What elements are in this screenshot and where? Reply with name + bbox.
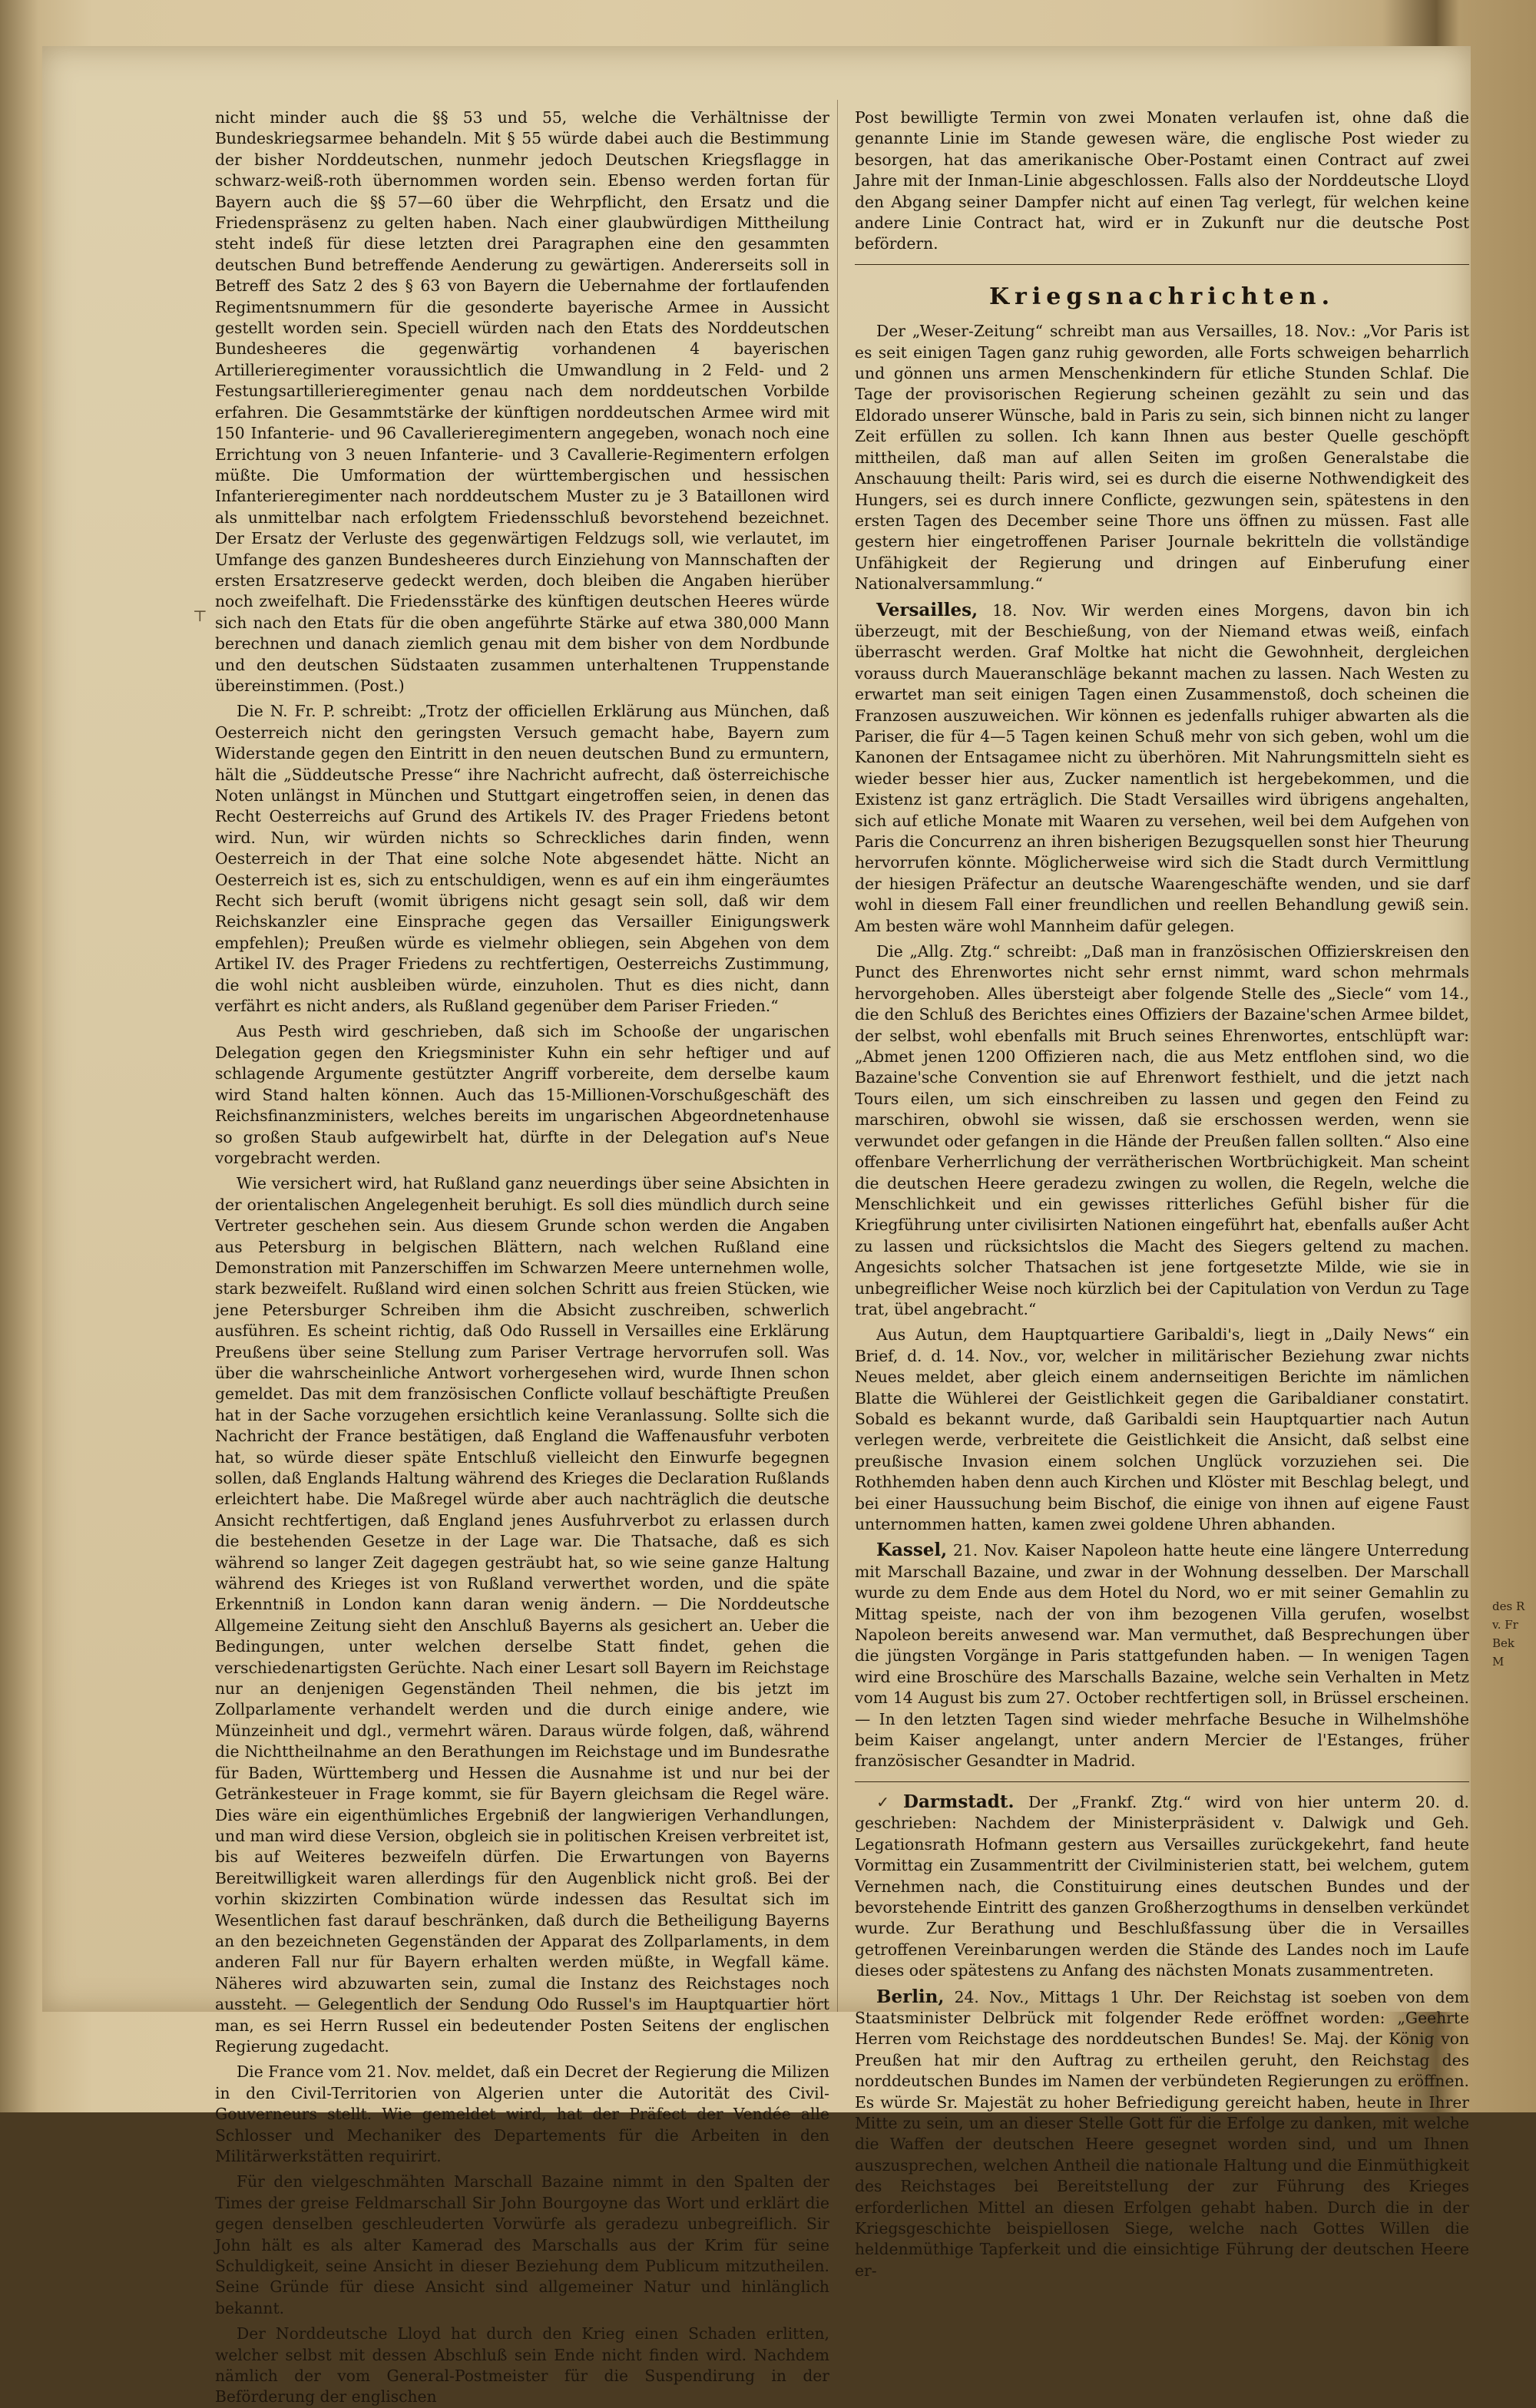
news-paragraph-berlin xyxy=(855,1986,1469,2282)
left-paragraph-3: Aus Pesth wird geschrieben, daß sich im Schooße der ungarischen Delegation gegen den Kriegsminister Kuhn ein sehr heftiger und auf schlagende Argumente gestützter Angriff vorbereite, dem derselbe kaum wird Stand halten können. Auch das 15-Millionen-Vorschußgeschäft des Reichsfinanzministers, welches bereits im ungarischen Abgeordnetenhause so großen Staub aufgewirbelt hat, dürfte in der Delegation auf's Neue vorgebracht werden. xyxy=(215,1022,829,1167)
column-divider xyxy=(837,100,839,2012)
dateline-kassel: Kassel, xyxy=(876,1540,948,1561)
left-paragraph-5: Die France vom 21. Nov. meldet, daß ein Decret der Regierung die Milizen in den Civil-Territorien von Algerien unter die Autorität des Civil-Gouverneurs stellt. Wie gemeldet wird, hat der Präfect der Vendée alle Schlosser und Mechaniker des Departements für die Arbeiten in den Militärwerkstätten requirirt. xyxy=(215,2062,829,2165)
news-paragraph-darmstadt xyxy=(855,1791,1469,1982)
left-paragraph-7: Der Norddeutsche Lloyd hat durch den Krieg einen Schaden erlitten, welcher selbst mit dessen Abschluß sein Ende nicht finden wird. Nachdem nämlich der vom General-Postmeister für die Suspendirung in der Beförderung der englischen xyxy=(215,2324,829,2406)
section-rule-2 xyxy=(855,1781,1469,1782)
left-paragraph-2: Die N. Fr. P. schreibt: „Trotz der officiellen Erklärung aus München, daß Oesterreich nicht den geringsten Versuch gemacht habe, Bayern zum Widerstande gegen den Eintritt in den neuen deutschen Bund zu ermuntern, hält die „Süddeutsche Presse“ ihre Nachricht aufrecht, daß österreichische Noten unlängst in München und Stuttgart eingetroffen seien, in denen das Recht Oesterreichs auf Grund des Artikels IV. des Prager Friedens betont wird. Nun, wir würden nichts so Schreckliches darin finden, wenn Oesterreich in der That eine solche Note abgesendet hätte. Nicht an Oesterreich ist es, sich zu entschuldigen, wenn es auf ein ihm eingeräumtes Recht sich beruft (womit übrigens nicht gesagt sein soll, daß wir dem Reichskanzler eine Einsprache gegen das Versailler Einigungswerk empfehlen); Preußen würde es vielmehr obliegen, sein Abgehen von dem Artikel IV. des Prager Friedens zu rechtfertigen, Oesterreichs Zustimmung, die wohl nicht ausbleiben würde, einzuholen. Thut es dies nicht, dann verfährt es nicht anders, als Rußland gegenüber dem Pariser Frieden.“ xyxy=(215,702,829,1016)
dateline-berlin: Berlin, xyxy=(876,1986,945,2007)
check-mark-icon: ✓ xyxy=(876,1792,899,1811)
war-paragraph-2-text: 18. Nov. Wir werden eines Morgens, davon bin ich überzeugt, mit der Beschießung, von der Niemand etwas weiß, einfach überrascht werden. Graf Moltke hat nicht die Gewohnheit, dergleichen vorauss durch Maueranschläge bekannt machen zu lassen. Nach Westen zu erwartet man seit einigen Tagen einen Zusammenstoß, doch scheinen die Franzosen auszuweichen. Wir können es jedenfalls ruhiger abwarten als die Pariser, die für 4—5 Tagen keinen Schuß mehr von sich geben, wohl um die Kanonen der Entsagamee nicht zu überhören. Mit Nahrungsmitteln sieht es wieder besser hier aus, Zucker namentlich ist hergebekommen, und die Existenz ist ganz erträglich. Die Stadt Versailles wird übrigens angehalten, sich auf etliche Monate mit Waaren zu versehen, weil bei dem Aufgehen von Paris die Concurrenz an ihren bisherigen Bezugsquellen sonst hier Theurung hervorrufen könnte. Möglicherweise wird sich die Stadt durch Vermittlung der hiesigen Präfectur an deutsche Waarengeschäfte wenden, und sie darf wohl in diesem Fall einer freundlichen und reellen Behandlung gewiß sein. Am besten wäre wohl Mannheim dafür gelegen. xyxy=(855,600,1469,935)
edge-tail-line: Bek xyxy=(1492,1636,1514,1650)
left-paragraph-4: Wie versichert wird, hat Rußland ganz neuerdings über seine Absichten in der orientalischen Angelegenheit beruhigt. Es soll dies mündlich durch seine Vertreter geschehen sein. Aus diesem Grunde schon werden die Angaben aus Petersburg in belgischen Blättern, nach welchen Rußland eine Demonstration mit Panzerschiffen im Schwarzen Meere unternehmen wolle, stark bezweifelt. Rußland wird einen solchen Schritt aus freien Stücken, wie jene Petersburger Schreiben ihm die Absicht zuschreiben, schwerlich ausführen. Es scheint richtig, daß Odo Russell in Versailles eine Erklärung Preußens über seine Stellung zum Pariser Vertrage hervorrufen soll. Was über die wahrscheinliche Antwort vorhergesehen wird, wurde Ihnen schon gemeldet. Das mit dem französischen Conflicte vollauf beschäftigte Preußen hat in der Sache vorzugehen ersichtlich keine Veranlassung. Sollte sich die Nachricht der France bestätigen, daß England die Waffenausfuhr verboten hat, so würde dieser späte Entschluß vielleicht den Einwurfe begegnen sollen, daß Englands Haltung während des Krieges die Declaration Rußlands erleichtert habe. Die Maßregel würde aber auch nachträglich die deutsche Ansicht rechtfertigen, daß England jenes Ausfuhrverbot zu erlassen durch die bestehenden Gesetze in der Lage war. Die Thatsache, daß es sich während so langer Zeit dagegen gesträubt hat, so wie seine ganze Haltung während des Krieges ist von Rußland verwerthet worden, und die späte Erkenntniß in London kann daran wenig ändern. — Die Norddeutsche Allgemeine Zeitung sieht den Anschluß Bayerns als gesichert an. Ueber die Bedingungen, unter welchen derselbe Statt findet, gehen die verschiedenartigsten Gerüchte. Nach einer Lesart soll Bayern im Reichstage nur an denjenigen Gegenständen Theil nehmen, die bis jetzt im Zollparlamente verhandelt werden und die durch einige andere, wie Münzeinheit und dgl., vermehrt wären. Daraus würde folgen, daß, während die Nichttheilnahme an den Berathungen im Reichstage und im Bundesrathe für Baden, Württemberg und Hessen die Ausnahme ist und nur bei der Getränkesteuer in Frage kommt, sie für Bayern gleichsam die Regel wäre. Dies wäre ein eigenthümliches Ergebniß der langwierigen Verhandlungen, und man wird diese Version, obgleich sie in politischen Kreisen verbreitet ist, bis auf Weiteres bezweifeln dürfen. Die Erwartungen von Bayerns Bereitwilligkeit waren allerdings für den Augenblick nicht groß. Bei der vorhin skizzirten Combination würde indessen das Resultat sich im Wesentlichen fast darauf beschränken, daß durch die Betheiligung Bayerns an den bezeichneten Gegenständen der Apparat des Zollparlaments, in dem anderen Fall nur für Bayern erhalten werden müßte, in Wegfall käme. Näheres wird abzuwarten sein, zumal die Instanz des Reichstages noch aussteht. — Gelegentlich der Sendung Odo Russel's im Hauptquartier hört man, es sei Herrn Russel ein bedeutender Posten Seitens der englischen Regierung zugedacht. xyxy=(215,1174,829,2056)
left-column xyxy=(215,108,829,2406)
dateline-versailles: Versailles, xyxy=(876,599,978,620)
middle-column xyxy=(855,108,1469,2280)
newspaper-page xyxy=(42,46,1471,2406)
war-paragraph-2 xyxy=(855,600,1469,938)
edge-tail-line: M xyxy=(1492,1655,1505,1669)
darmstadt-text: Der „Frankf. Ztg.“ wird von hier unterm 20. d. geschrieben: Nachdem der Ministerpräsident v. Dalwigk und Geh. Legationsrath Hofmann gestern aus Versailles zurückgekehrt, fand heute Vormittag ein Zusammentritt der Civilministerien statt, bei welchem, gutem Vernehmen nach, die Constituirung eines deutschen Bundes und der bevorstehende Eintritt des ganzen Großherzogthums in denselben verkündet wurde. Zur Berathung und Beschlußfassung über die in Versailles getroffenen Vereinbarungen werden die Stände des Landes noch im Laufe dieses oder spätestens zu Anfang des nächsten Monats zusammentreten. xyxy=(855,1792,1469,1980)
war-paragraph-1 xyxy=(855,321,1469,594)
adjacent-page-tail xyxy=(1492,1597,1536,1671)
war-paragraph-5 xyxy=(855,1540,1469,1771)
war-paragraph-5-text: 21. Nov. Kaiser Napoleon hatte heute eine längere Unterredung mit Marschall Bazaine, und zwar in der Wohnung desselben. Der Marschall wurde zu dem Ende aus dem Hotel du Nord, wo er mit seiner Gemahlin zu Mittag speiste, nach der von ihm bezogenen Villa gerufen, woselbst Napoleon bereits anwesend war. Man vermuthet, daß Besprechungen über die jüngsten Vorgänge in Paris stattgefunden haben. — In wenigen Tagen wird eine Broschüre des Marschalls Bazaine, welche sein Verhalten in Metz vom 14 August bis zum 27. October rechtfertigen soll, in Brüssel erscheinen. — In den letzten Tagen sind wieder mehrfache Besuche in Wilhelmshöhe beim Kaiser angelangt, unter andern Mercier de l'Estanges, früher französischer Gesandter in Madrid. xyxy=(855,1541,1469,1771)
war-paragraph-4 xyxy=(855,1325,1469,1535)
berlin-text: 24. Nov., Mittags 1 Uhr. Der Reichstag ist soeben von dem Staatsminister Delbrück mit folgender Rede eröffnet worden: „Geehrte Herren vom Reichstage des norddeutschen Bundes! Se. Maj. der König von Preußen hat mir den Auftrag zu ertheilen geruht, den Reichstag des norddeutschen Bundes im Namen der verbündeten Regierungen zu eröffnen. Es würde Sr. Majestät zu hoher Befriedigung gereicht haben, heute in Ihrer Mitte zu sein, um an dieser Stelle Gott für die Erfolge zu danken, mit welche die Waffen der deutschen Heere gesegnet worden sind, und um Ihnen auszusprechen, welchen Antheil die nationale Haltung und die Einmüthigkeit des Reichstages bei Bereitstellung der zur Führung des Krieges erforderlichen Mittel an diesen Erfolgen gehabt haben. Durch die in der Kriegsgeschichte beispiellosen Siege, welche nach Gottes Willen die heldenmüthige Tapferkeit und die einsichtige Führung der deutschen Heere er- xyxy=(855,1987,1469,2280)
war-paragraph-1-text: Der „Weser-Zeitung“ schreibt man aus Versailles, 18. Nov.: „Vor Paris ist es seit einigen Tagen ganz ruhig geworden, alle Forts schweigen beharrlich und gönnen uns armen Menschenkindern für etliche Stunden Schlaf. Die Tage der provisorischen Regierung scheinen gezählt zu sein und das Eldorado unserer Wünsche, bald in Paris zu sein, sich binnen nicht zu langer Zeit erfüllen zu sollen. Ich kann Ihnen aus bester Quelle geschöpft mittheilen, daß man auf allen Seiten im großen Generalstabe die Anschauung theilt: Paris wird, sei es durch die eiserne Nothwendigkeit des Hungers, sei es durch innere Conflicte, gezwungen sein, spätestens in den ersten Tagen des December seine Thore uns öffnen zu müssen. Fast alle gestern hier eingetroffenen Pariser Journale bekritteln die vollständige Unfähigkeit der Regierung und dringen auf Einberufung einer Nationalversammlung.“ xyxy=(855,322,1469,594)
middle-top-paragraph: Post bewilligte Termin von zwei Monaten verlaufen ist, ohne daß die genannte Linie im Stande gewesen wäre, die englische Post wieder zu besorgen, hat das amerikanische Ober-Postamt einen Contract auf zwei Jahre mit der Inman-Linie abgeschlossen. Falls also der Norddeutsche Lloyd den Abgang seiner Dampfer nicht auf einen Tag verlegt, für welchen keine andere Linie Contract hat, wird er in Zukunft nur die deutsche Post befördern. xyxy=(855,108,1469,253)
margin-mark: ⊤ xyxy=(193,607,207,625)
section-heading: Kriegsnachrichten. xyxy=(988,283,1336,310)
war-paragraph-4-text: Aus Autun, dem Hauptquartiere Garibaldi's, liegt in „Daily News“ ein Brief, d. d. 14. Nov., vor, welcher in militärischer Beziehung zwar nichts Neues meldet, aber gleich einem andernseitigen Berichte im nämlichen Blatte die Wühlerei der Geistlichkeit gegen die Garibaldianer constatirt. Sobald es bekannt wurde, daß Garibaldi sein Hauptquartier nach Autun verlegen werde, verbreitete die Geistlichkeit die Ansicht, daß selbst eine preußische Invasion einem solchen Unglück vorzuziehen sei. Die Rothhemden haben denn auch Kirchen und Klöster mit Beschlag belegt, und bei einer Haussuchung beim Bischof, die einige von ihnen auf eigene Faust unternommen hatten, kamen zwei goldene Uhren abhanden. xyxy=(855,1325,1469,1533)
left-paragraph-6: Für den vielgeschmähten Marschall Bazaine nimmt in den Spalten der Times der greise Feldmarschall Sir John Bourgoyne das Wort und erklärt die gegen denselben geschleuderten Vorwürfe als geradezu unbegreiflich. Sir John hält es als alter Kamerad des Marschalls aus der Krim für seine Schuldigkeit, seine Ansicht in dieser Beziehung dem Publicum mitzutheilen. Seine Gründe für diese Ansicht sind allgemeiner Natur und hinlänglich bekannt. xyxy=(215,2172,829,2317)
dateline-darmstadt: Darmstadt. xyxy=(903,1791,1015,1812)
edge-tail-line: v. Fr xyxy=(1492,1618,1518,1632)
section-rule xyxy=(855,264,1469,265)
left-paragraph-1: nicht minder auch die §§ 53 und 55, welche die Verhältnisse der Bundeskriegsarmee behandeln. Mit § 55 würde dabei auch die Bestimmung der bisher Norddeutschen, nunmehr jedoch Deutschen Kriegsflagge in schwarz-weiß-roth übernommen worden sein. Ebenso werden fortan für Bayern auch die §§ 57—60 über die Wehrpflicht, den Ersatz und die Friedenspräsenz zu gelten haben. Nach einer glaubwürdigen Mittheilung steht indeß für diese letzten drei Paragraphen eine den gesammten deutschen Bund betreffende Aenderung zu gewärtigen. Andererseits soll in Betreff des Satz 2 des § 63 von Bayern die Uebernahme der fortlaufenden Regimentsnummern für die gesonderte bayerische Armee in Aussicht gestellt worden sein. Speciell würden nach den Etats des Norddeutschen Bundesheeres die gegenwärtig vorhandenen 4 bayerischen Artillerieregimenter voraussichtlich die Umwandlung in 2 Feld- und 2 Festungsartillerieregimenter genau nach dem norddeutschen Vorbilde erfahren. Die Gesammtstärke der künftigen norddeutschen Armee wird mit 150 Infanterie- und 96 Cavallerieregimentern angegeben, wonach noch eine Errichtung von 3 neuen Infanterie- und 3 Cavallerie-Regimentern erfolgen müßte. Die Umformation der württembergischen und hessischen Infanterieregimenter nach norddeutschem Muster zu je 3 Bataillonen wird als unmittelbar nach erfolgtem Friedensschluß bevorstehend bezeichnet. Der Ersatz der Verluste des gegenwärtigen Feldzugs soll, wie verlautet, im Umfange des ganzen Bundesheeres durch Einziehung von Mannschaften der ersten Ersatzreserve gedeckt werden, doch bleiben die Angaben hierüber noch zweifelhaft. Die Friedensstärke des künftigen deutschen Heeres würde sich nach den Etats für die oben angeführte Stärke auf etwa 380,000 Mann berechnen und danach ziemlich genau mit dem bisher von dem Nordbunde und den deutschen Südstaaten zusammen unterhaltenen Truppenstande übereinstimmen. (Post.) xyxy=(215,108,829,695)
war-paragraph-3 xyxy=(855,941,1469,1320)
edge-tail-line: des R xyxy=(1492,1599,1525,1613)
war-paragraph-3-text: Die „Allg. Ztg.“ schreibt: „Daß man in französischen Offizierskreisen den Punct des Ehrenwortes nicht sehr ernst nimmt, ward schon mehrmals hervorgehoben. Alles übersteigt aber folgende Stelle des „Siecle“ vom 14., die den Schluß des Berichtes eines Offiziers der Bazaine'schen Armee bildet, der selbst, wohl ebenfalls mit Bruch seines Ehrenwortes, entschlüpft war: „Abmet jenen 1200 Offizieren nach, die aus Metz entflohen sind, wo die Bazaine'sche Convention sie auf Ehrenwort festhielt, und die jetzt nach Tours eilen, um sich einschreiben zu lassen und gegen den Feind zu marschiren, obwohl sie wissen, daß sie erschossen werden, wenn sie verwundet oder gefangen in die Hände der Preußen fallen sollten.“ Also eine offenbare Verherrlichung der verrätherischen Wortbrüchigkeit. Man scheint die deutschen Heere geradezu zwingen zu wollen, die Regeln, welche die Menschlichkeit und ein gewisses ritterliches Gefühl bisher für die Kriegführung unter civilisirten Nationen eingeführt hat, ebenfalls außer Acht zu lassen und rücksichtslos die Macht des Siegers geltend zu machen. Angesichts solcher Thatsachen ist jene fortgesetzte Milde, wie sie in unbegreiflicher Weise noch kürzlich bei der Capitulation von Verdun zu Tage trat, übel angebracht.“ xyxy=(855,942,1469,1318)
